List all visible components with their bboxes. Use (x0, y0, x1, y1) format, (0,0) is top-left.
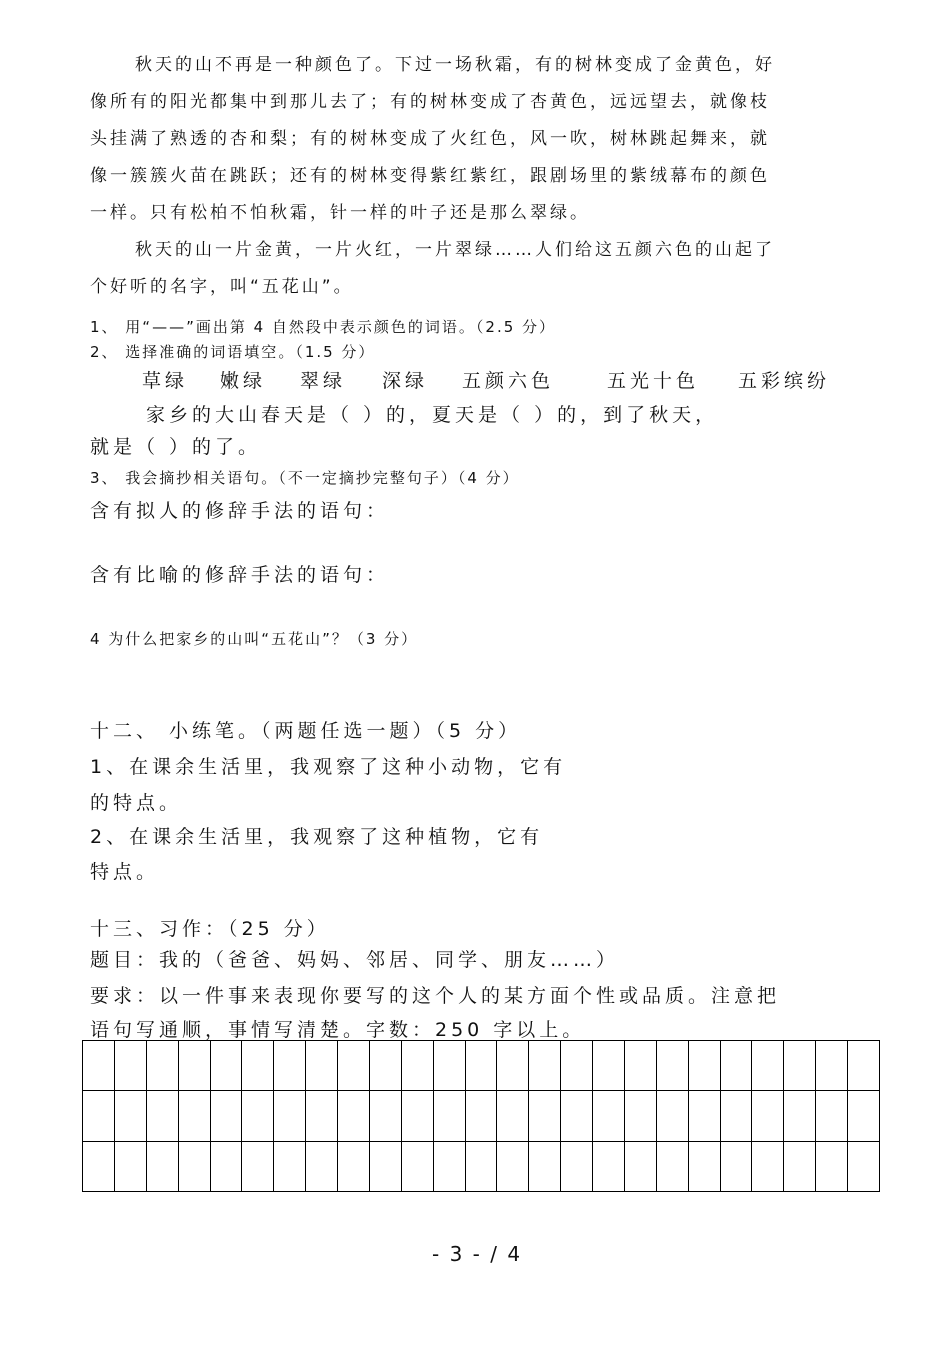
grid-cell[interactable] (274, 1091, 306, 1142)
grid-cell[interactable] (784, 1091, 816, 1142)
grid-cell[interactable] (242, 1142, 274, 1192)
grid-cell[interactable] (466, 1142, 497, 1192)
word-option: 草绿 (142, 370, 189, 392)
personification-prompt: 含有拟人的修辞手法的语句： (90, 500, 390, 522)
grid-cell[interactable] (752, 1091, 784, 1142)
grid-cell[interactable] (721, 1091, 752, 1142)
grid-cell[interactable] (274, 1142, 306, 1192)
word-option: 深绿 (382, 370, 429, 392)
grid-cell[interactable] (306, 1091, 338, 1142)
word-option: 嫩绿 (220, 370, 267, 392)
grid-cell[interactable] (593, 1142, 625, 1192)
grid-cell[interactable] (848, 1091, 880, 1142)
grid-cell[interactable] (83, 1091, 115, 1142)
passage-line: 头挂满了熟透的杏和梨；有的树林变成了火红色，风一吹，树林跳起舞来，就 (90, 129, 770, 149)
grid-cell[interactable] (816, 1041, 848, 1091)
fill-blank-line: 家乡的大山春天是（ ）的，夏天是（ ）的，到了秋天， (146, 404, 719, 426)
grid-cell[interactable] (848, 1142, 880, 1192)
grid-cell[interactable] (561, 1091, 593, 1142)
grid-cell[interactable] (689, 1091, 721, 1142)
grid-cell[interactable] (211, 1142, 242, 1192)
grid-cell[interactable] (593, 1091, 625, 1142)
grid-cell[interactable] (752, 1041, 784, 1091)
passage-line: 像一簇簇火苗在跳跃；还有的树林变得紫红紫红，跟剧场里的紫绒幕布的颜色 (90, 166, 770, 186)
grid-cell[interactable] (242, 1041, 274, 1091)
grid-cell[interactable] (497, 1091, 529, 1142)
grid-cell[interactable] (370, 1041, 402, 1091)
grid-cell[interactable] (816, 1091, 848, 1142)
passage-line: 一样。只有松柏不怕秋霜，针一样的叶子还是那么翠绿。 (90, 203, 590, 223)
grid-cell[interactable] (848, 1041, 880, 1091)
grid-cell[interactable] (434, 1091, 466, 1142)
grid-cell[interactable] (370, 1091, 402, 1142)
grid-cell[interactable] (179, 1041, 211, 1091)
passage-line: 秋天的山一片金黄，一片火红，一片翠绿……人们给这五颜六色的山起了 (135, 240, 775, 260)
metaphor-prompt: 含有比喻的修辞手法的语句： (90, 564, 390, 586)
grid-cell[interactable] (625, 1142, 657, 1192)
grid-cell[interactable] (752, 1142, 784, 1192)
grid-cell[interactable] (657, 1091, 689, 1142)
fill-blank-line: 就是（ ）的了。 (90, 436, 262, 458)
grid-cell[interactable] (179, 1091, 211, 1142)
grid-cell[interactable] (466, 1041, 497, 1091)
grid-cell[interactable] (147, 1091, 179, 1142)
grid-cell[interactable] (370, 1142, 402, 1192)
question-4: 4 为什么把家乡的山叫“五花山”？（3 分） (90, 630, 419, 648)
section-12-item-2: 2、在课余生活里，我观察了这种植物，它有 (90, 826, 544, 848)
grid-cell[interactable] (306, 1142, 338, 1192)
grid-cell[interactable] (147, 1041, 179, 1091)
grid-cell[interactable] (689, 1142, 721, 1192)
grid-cell[interactable] (689, 1041, 721, 1091)
word-option: 五颜六色 (462, 370, 555, 392)
grid-cell[interactable] (497, 1142, 529, 1192)
grid-cell[interactable] (434, 1142, 466, 1192)
question-1: 1、 用“——”画出第 4 自然段中表示颜色的词语。（2.5 分） (90, 318, 557, 336)
page-number: - 3 - / 4 (432, 1242, 523, 1266)
grid-cell[interactable] (529, 1091, 561, 1142)
grid-cell[interactable] (625, 1091, 657, 1142)
word-option: 五光十色 (607, 370, 700, 392)
grid-cell[interactable] (497, 1041, 529, 1091)
grid-cell[interactable] (721, 1041, 752, 1091)
passage-line: 秋天的山不再是一种颜色了。下过一场秋霜，有的树林变成了金黄色，好 (135, 55, 775, 75)
grid-cell[interactable] (274, 1041, 306, 1091)
grid-cell[interactable] (306, 1041, 338, 1091)
grid-cell[interactable] (338, 1142, 370, 1192)
grid-cell[interactable] (211, 1041, 242, 1091)
grid-cell[interactable] (115, 1091, 147, 1142)
question-3: 3、 我会摘抄相关语句。（不一定摘抄完整句子）（4 分） (90, 469, 520, 487)
writing-grid (82, 1040, 880, 1192)
grid-cell[interactable] (657, 1041, 689, 1091)
grid-cell[interactable] (816, 1142, 848, 1192)
section-12-heading: 十二、 小练笔。（两题任选一题）（5 分） (90, 720, 522, 742)
grid-cell[interactable] (402, 1091, 434, 1142)
section-12-item-1: 1、在课余生活里，我观察了这种小动物，它有 (90, 756, 567, 778)
grid-cell[interactable] (561, 1142, 593, 1192)
passage-line: 个好听的名字，叫“五花山”。 (90, 277, 354, 297)
grid-cell[interactable] (402, 1041, 434, 1091)
question-2: 2、 选择准确的词语填空。（1.5 分） (90, 343, 376, 361)
grid-cell[interactable] (147, 1142, 179, 1192)
grid-cell[interactable] (179, 1142, 211, 1192)
section-13-heading: 十三、习作：（25 分） (90, 918, 330, 940)
grid-cell[interactable] (338, 1041, 370, 1091)
grid-cell[interactable] (657, 1142, 689, 1192)
word-option: 五彩缤纷 (738, 370, 831, 392)
grid-cell[interactable] (434, 1041, 466, 1091)
grid-cell[interactable] (115, 1041, 147, 1091)
grid-cell[interactable] (115, 1142, 147, 1192)
grid-cell[interactable] (402, 1142, 434, 1192)
grid-cell[interactable] (593, 1041, 625, 1091)
grid-cell[interactable] (338, 1091, 370, 1142)
word-option: 翠绿 (300, 370, 347, 392)
grid-cell[interactable] (211, 1091, 242, 1142)
grid-cell[interactable] (466, 1091, 497, 1142)
grid-cell[interactable] (83, 1142, 115, 1192)
essay-requirements: 要求：以一件事来表现你要写的这个人的某方面个性或品质。注意把 (90, 985, 781, 1007)
section-12-item-1-cont: 的特点。 (90, 792, 183, 814)
grid-cell[interactable] (625, 1041, 657, 1091)
essay-topic: 题目：我的（爸爸、妈妈、邻居、同学、朋友……） (90, 949, 620, 971)
grid-cell[interactable] (83, 1041, 115, 1091)
grid-cell[interactable] (529, 1041, 561, 1091)
grid-cell[interactable] (784, 1041, 816, 1091)
passage-line: 像所有的阳光都集中到那儿去了；有的树林变成了杏黄色，远远望去，就像枝 (90, 92, 770, 112)
essay-requirements-cont: 语句写通顺，事情写清楚。字数：250 字以上。 (90, 1019, 586, 1041)
grid-cell[interactable] (561, 1041, 593, 1091)
grid-cell[interactable] (242, 1091, 274, 1142)
grid-cell[interactable] (784, 1142, 816, 1192)
grid-cell[interactable] (721, 1142, 752, 1192)
grid-cell[interactable] (529, 1142, 561, 1192)
section-12-item-2-cont: 特点。 (90, 861, 160, 883)
